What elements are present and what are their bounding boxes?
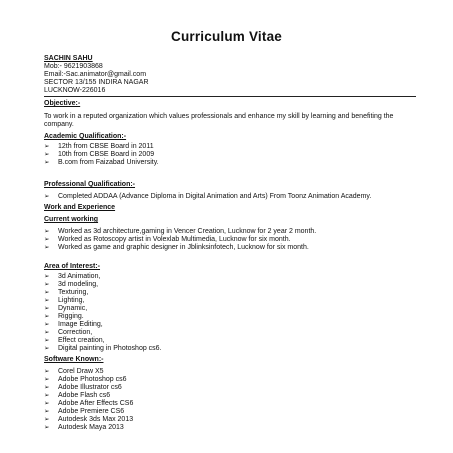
arrowhead-bullet-icon: ➢ (44, 281, 50, 288)
arrowhead-bullet-icon: ➢ (44, 408, 50, 415)
arrowhead-bullet-icon: ➢ (44, 273, 50, 280)
arrowhead-bullet-icon: ➢ (44, 337, 50, 344)
email-address: Email:-Sac.animator@gmail.com (44, 71, 147, 78)
arrowhead-bullet-icon: ➢ (44, 313, 50, 320)
list-item: ➢ Lighting, (44, 297, 85, 304)
interest-heading: Area of Interest:- (44, 263, 101, 270)
list-item: ➢ Image Editing, (44, 321, 103, 328)
list-item: ➢ 10th from CBSE Board in 2009 (44, 151, 155, 158)
list-item: ➢ Completed ADDAA (Advance Diploma in Digital Animation and Arts) From Toonz Animation Academy. (44, 193, 372, 200)
list-item: ➢ Worked as 3d architecture,gaming in Vencer Creation, Lucknow for 2 year 2 month. (44, 228, 317, 235)
academic-heading: Academic Qualification:- (44, 133, 127, 140)
list-item: ➢ Digital painting in Photoshop cs6. (44, 345, 162, 352)
list-item: ➢ 3d modeling, (44, 281, 99, 288)
arrowhead-bullet-icon: ➢ (44, 368, 50, 375)
list-item: ➢ Worked as Rotoscopy artist in Volexlab Multimedia, Lucknow for six month. (44, 236, 291, 243)
arrowhead-bullet-icon: ➢ (44, 193, 50, 200)
objective-text: To work in a reputed organization which values professionals and enhance my skill by learning and benefiting the company. (44, 113, 394, 128)
list-item: ➢ 12th from CBSE Board in 2011 (44, 143, 154, 150)
arrowhead-bullet-icon: ➢ (44, 289, 50, 296)
software-list (44, 368, 133, 432)
objective-heading: Objective:- (44, 100, 81, 107)
list-item: ➢ Autodesk 3ds Max 2013 (44, 416, 134, 423)
arrowhead-bullet-icon: ➢ (44, 297, 50, 304)
header-divider (44, 96, 416, 97)
list-item: ➢ Corel Draw X5 (44, 368, 104, 375)
software-heading: Software Known:- (44, 356, 104, 363)
arrowhead-bullet-icon: ➢ (44, 424, 50, 431)
arrowhead-bullet-icon: ➢ (44, 321, 50, 328)
arrowhead-bullet-icon: ➢ (44, 400, 50, 407)
arrowhead-bullet-icon: ➢ (44, 329, 50, 336)
work-list (44, 228, 316, 252)
arrowhead-bullet-icon: ➢ (44, 376, 50, 383)
list-item: ➢ Adobe Premiere CS6 (44, 408, 125, 415)
document-title: Curriculum Vitae (171, 29, 282, 44)
list-item: ➢ Adobe Illustrator cs6 (44, 384, 122, 391)
arrowhead-bullet-icon: ➢ (44, 305, 50, 312)
arrowhead-bullet-icon: ➢ (44, 236, 50, 243)
arrowhead-bullet-icon: ➢ (44, 143, 50, 150)
address-line-2: LUCKNOW-226016 (44, 87, 106, 94)
arrowhead-bullet-icon: ➢ (44, 345, 50, 352)
arrowhead-bullet-icon: ➢ (44, 228, 50, 235)
list-item: ➢ B.com from Faizabad University. (44, 159, 159, 166)
list-item: ➢ Adobe After Effects CS6 (44, 400, 134, 407)
arrowhead-bullet-icon: ➢ (44, 244, 50, 251)
address-line-1: SECTOR 13/155 INDIRA NAGAR (44, 79, 149, 86)
interest-list (44, 273, 162, 353)
list-item: ➢ Adobe Flash cs6 (44, 392, 111, 399)
mobile-number: Mob:- 9621903868 (44, 63, 103, 70)
arrowhead-bullet-icon: ➢ (44, 416, 50, 423)
current-working-heading: Current working (44, 216, 99, 223)
list-item: ➢ Effect creation, (44, 337, 105, 344)
list-item: ➢ Correction, (44, 329, 93, 336)
candidate-name: SACHIN SAHU (44, 55, 93, 62)
list-item: ➢ Texturing, (44, 289, 89, 296)
list-item: ➢ Dynamic, (44, 305, 88, 312)
arrowhead-bullet-icon: ➢ (44, 159, 50, 166)
work-heading: Work and Experience (44, 204, 116, 211)
professional-list (44, 193, 371, 201)
arrowhead-bullet-icon: ➢ (44, 151, 50, 158)
list-item: ➢ Worked as game and graphic designer in Jblinksinfotech, Lucknow for six month. (44, 244, 309, 251)
academic-list (44, 143, 159, 167)
professional-heading: Professional Qualification:- (44, 181, 136, 188)
list-item: ➢ Rigging. (44, 313, 84, 320)
list-item: ➢ Autodesk Maya 2013 (44, 424, 124, 431)
arrowhead-bullet-icon: ➢ (44, 392, 50, 399)
list-item: ➢ 3d Animation, (44, 273, 101, 280)
list-item: ➢ Adobe Photoshop cs6 (44, 376, 127, 383)
arrowhead-bullet-icon: ➢ (44, 384, 50, 391)
